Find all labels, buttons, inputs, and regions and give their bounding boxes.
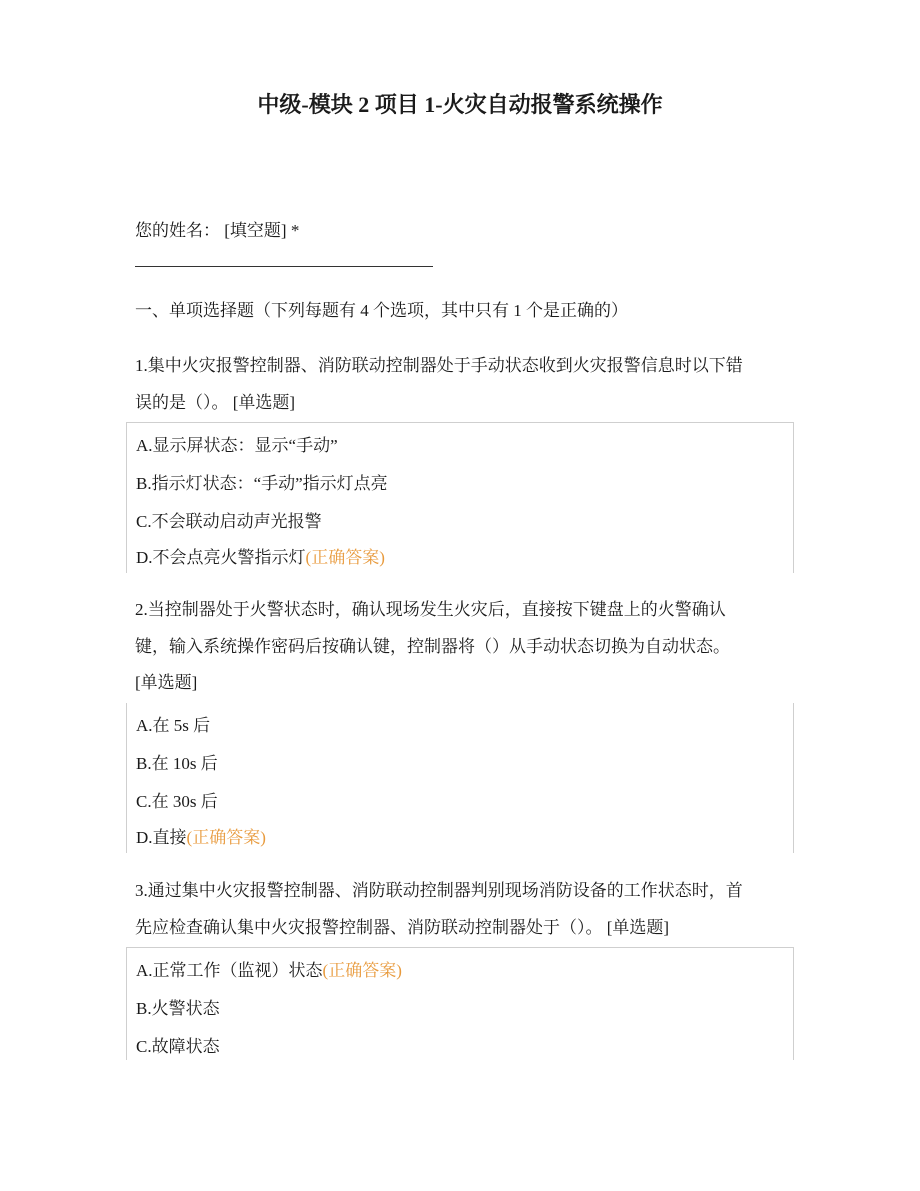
option-label: D.不会点亮火警指示灯 (136, 548, 306, 567)
question-text-line: 键，输入系统操作密码后按确认键，控制器将（）从手动状态切换为自动状态。 (135, 637, 730, 656)
section-heading: 一、单项选择题（下列每题有 4 个选项，其中只有 1 个是正确的） (135, 301, 628, 320)
option-label: D.直接 (136, 828, 187, 847)
question-text-line: [单选题] (135, 673, 198, 692)
question-text-line: 3.通过集中火灾报警控制器、消防联动控制器判别现场消防设备的工作状态时，首 (135, 881, 743, 900)
option-b[interactable]: B.在 10s 后 (136, 754, 218, 773)
option-a[interactable] (136, 956, 402, 981)
options-box (126, 703, 794, 853)
options-box (126, 947, 794, 1060)
option-b[interactable]: B.火警状态 (136, 999, 220, 1018)
question-text-line: 1.集中火灾报警控制器、消防联动控制器处于手动状态收到火灾报警信息时以下错 (135, 356, 743, 375)
option-d[interactable] (136, 823, 266, 848)
option-c[interactable]: C.不会联动启动声光报警 (136, 512, 322, 531)
options-box (126, 422, 794, 573)
question-text-line: 2.当控制器处于火警状态时，确认现场发生火灾后，直接按下键盘上的火警确认 (135, 600, 726, 619)
name-question: 您的姓名： [填空题] * (135, 221, 300, 240)
option-d[interactable] (136, 543, 385, 568)
option-a[interactable]: A.在 5s 后 (136, 716, 211, 735)
name-input-line[interactable] (135, 266, 433, 267)
option-label: A.正常工作（监视）状态 (136, 961, 323, 980)
page-title: 中级-模块 2 项目 1-火灾自动报警系统操作 (257, 92, 663, 117)
correct-answer-tag: (正确答案) (186, 828, 266, 847)
correct-answer-tag: (正确答案) (322, 961, 402, 980)
question-text-line: 先应检查确认集中火灾报警控制器、消防联动控制器处于（）。 [单选题] (135, 918, 670, 937)
correct-answer-tag: (正确答案) (305, 548, 385, 567)
option-a[interactable]: A.显示屏状态：显示“手动” (136, 436, 338, 455)
question-text-line: 误的是（）。 [单选题] (135, 393, 296, 412)
option-c[interactable]: C.故障状态 (136, 1037, 220, 1056)
option-b[interactable]: B.指示灯状态：“手动”指示灯点亮 (136, 474, 388, 493)
option-c[interactable]: C.在 30s 后 (136, 792, 218, 811)
